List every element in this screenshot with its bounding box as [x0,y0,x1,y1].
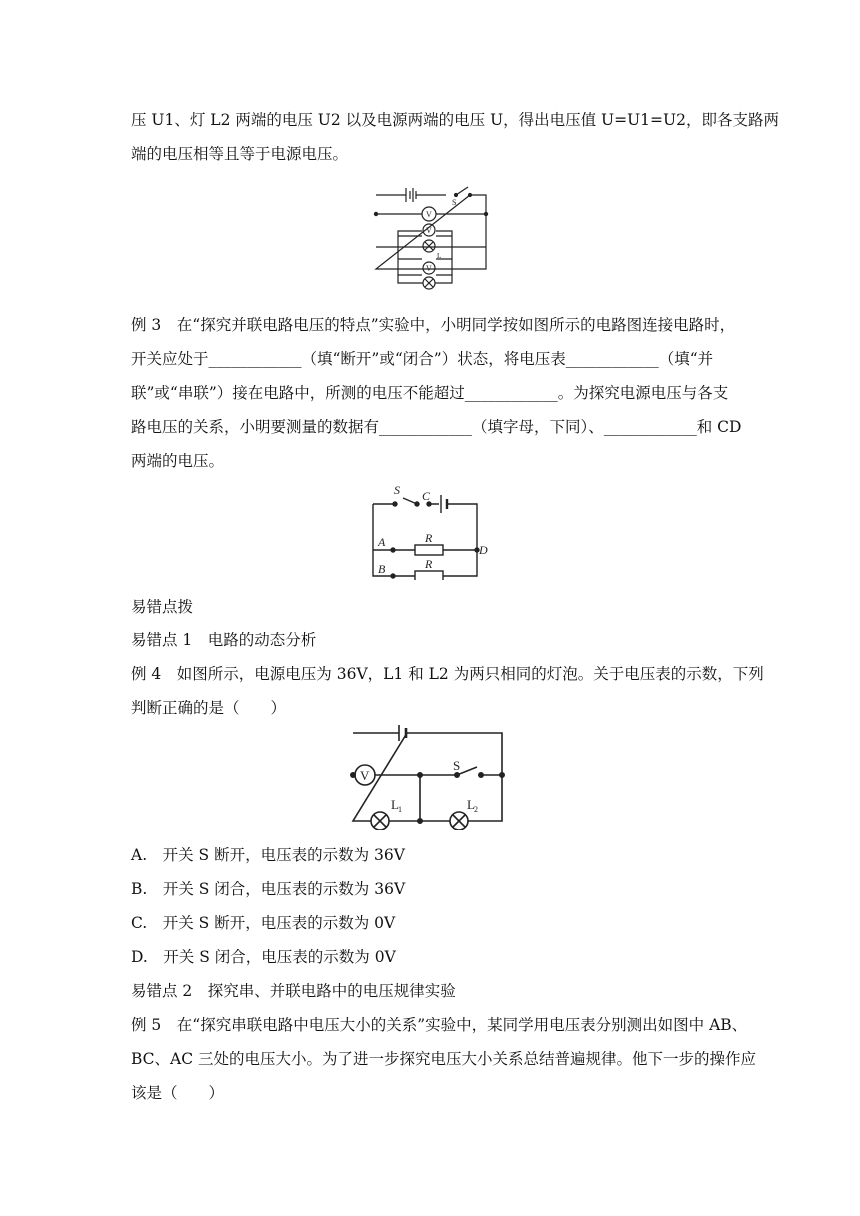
example3-line-3: 联”或“串联”）接在电路中，所测的电压不能超过____________。为探究电源电压与各支 [131,384,729,402]
example4-line-1: 例 4 如图所示，电源电压为 36V，L1 和 L2 为两只相同的灯泡。关于电压表的示数，下列 [131,665,764,683]
fig3-l2-label: L [467,797,475,812]
example3-line-4: 路电压的关系，小明要测量的数据有____________（填字母，下同）、____________和 CD [131,418,742,436]
circuit-figure-3 [345,725,510,830]
fig2-switch-label: S [394,484,400,497]
fig2-d-label: D [479,543,488,557]
fig1-l1-label: L [437,252,442,260]
example4-line-2: 判断正确的是（ ） [131,699,287,717]
example5-line-3: 该是（ ） [131,1084,225,1102]
example5-line-2: BC、AC 三处的电压大小。为了进一步探究电压大小关系总结普遍规律。他下一步的操作应 [131,1050,757,1068]
resistor-r2-icon [415,571,443,580]
fig2-c-label: C [422,489,431,503]
example3-line-1: 例 3 在“探究并联电路电压的特点”实验中，小明同学按如图所示的电路图连接电路时， [131,316,736,334]
fig1-v1-label: V [426,226,432,235]
option-a: A. 开关 S 断开，电压表的示数为 36V [131,846,405,864]
example3-line-5: 两端的电压。 [131,452,225,470]
fig3-l1-sub: 1 [398,805,402,814]
fig2-r2-label: R [425,557,433,571]
resistor-r1-icon [415,545,443,555]
intro-line-2: 端的电压相等且等于电源电压。 [131,145,349,163]
error-point-1: 易错点 1 电路的动态分析 [131,631,317,649]
fig3-switch-label: S [453,758,461,773]
fig2-b-label: B [378,562,386,576]
fig3-l2-sub: 2 [474,805,478,814]
option-b: B. 开关 S 闭合，电压表的示数为 36V [131,880,406,898]
option-c: C. 开关 S 断开，电压表的示数为 0V [131,914,396,932]
section-heading: 易错点拨 [131,598,194,616]
example3-line-2: 开关应处于____________（填“断开”或“闭合”）状态，将电压表____________（填“并 [131,350,714,368]
fig3-l1-label: L [391,797,399,812]
example5-line-1: 例 5 在“探究串联电路中电压大小的关系”实验中，某同学用电压表分别测出如图中 AB、 [131,1016,748,1034]
circuit-figure-1 [370,183,494,291]
fig2-r1-label: R [425,531,433,545]
fig3-v-label: V [360,768,370,783]
intro-line-1: 压 U1、灯 L2 两端的电压 U2 以及电源两端的电压 U，得出电压值 U=U1=U2，即各支路两 [131,111,779,129]
fig1-switch-label: S [452,198,457,207]
error-point-2: 易错点 2 探究串、并联电路中的电压规律实验 [131,982,456,1000]
fig1-v-label: V [426,210,432,219]
fig2-a-label: A [378,535,386,549]
option-d: D. 开关 S 闭合，电压表的示数为 0V [131,948,396,966]
circuit-figure-2 [365,484,495,580]
fig1-v2-label: V [426,264,432,273]
